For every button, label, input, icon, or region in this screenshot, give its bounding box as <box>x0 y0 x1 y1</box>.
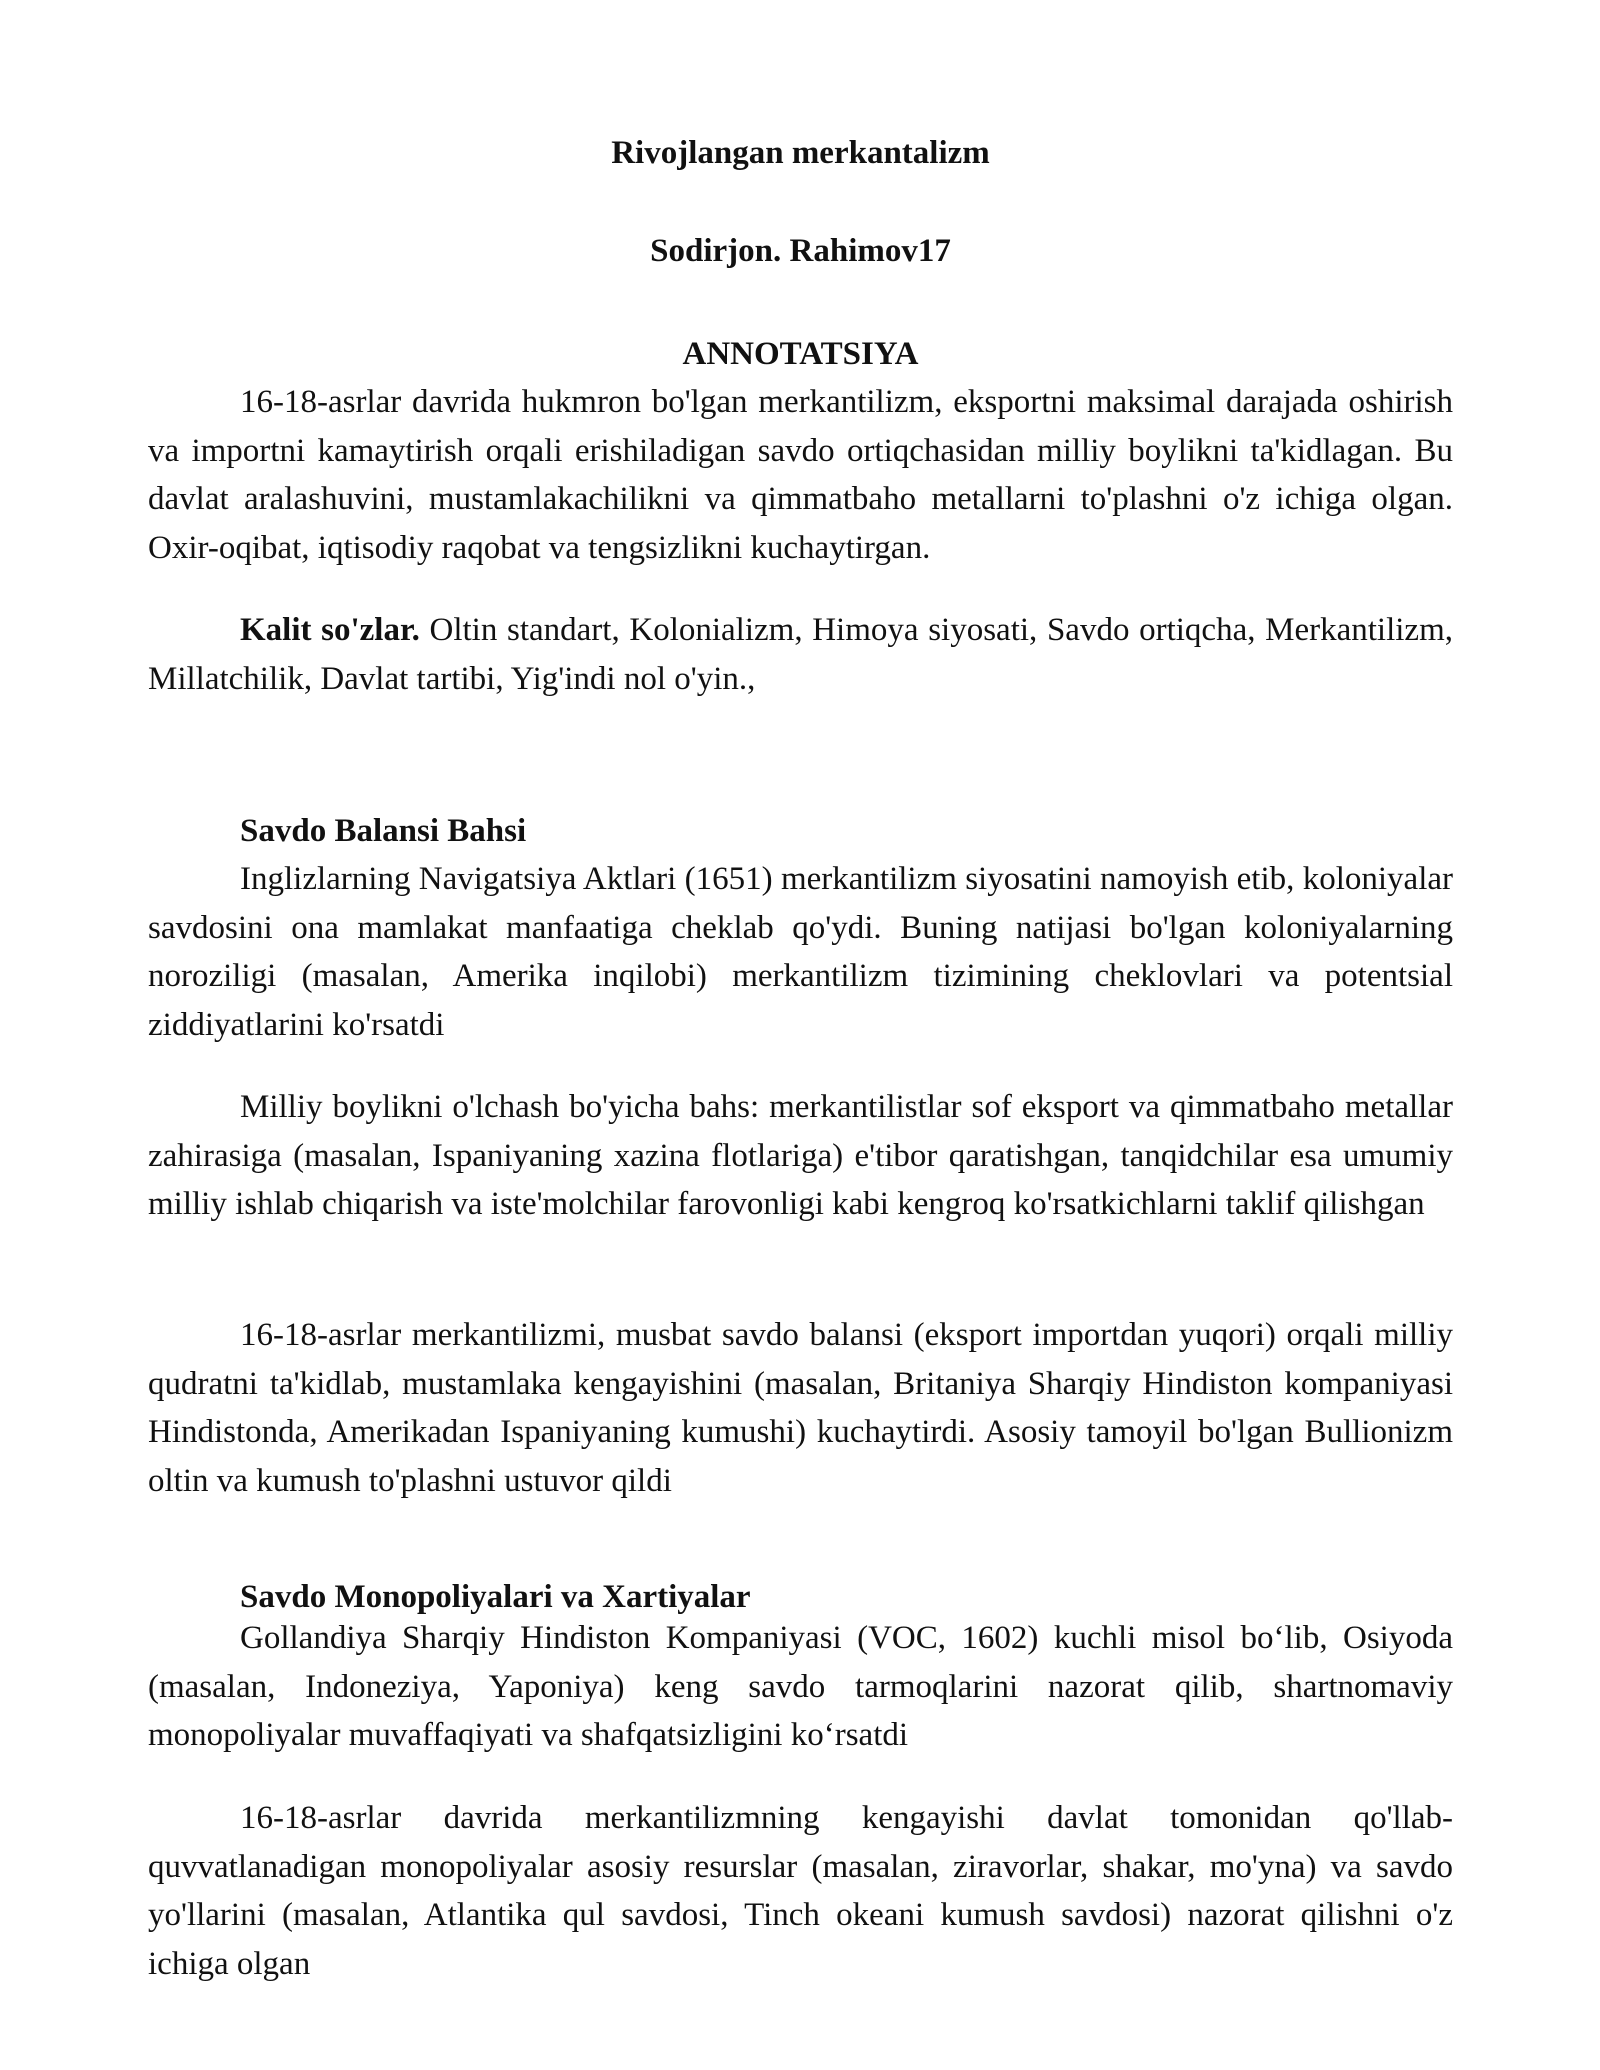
section-heading: Savdo Balansi Bahsi <box>240 813 527 849</box>
author-name: Sodirjon. Rahimov17 <box>650 233 951 269</box>
section-heading: Savdo Monopoliyalari va Xartiyalar <box>240 1579 751 1615</box>
section-paragraph: Inglizlarning Navigatsiya Aktlari (1651) merkantilizm siyosatini namoyish etib, koloniyalar savdosini ona mamlakat manfaatiga cheklab qo'ydi. Buning natijasi bo'lgan koloniyalarning noroziligi (masalan, Amerika inqilobi) merkantilizm tizimining cheklovlari va potentsial ziddiyatlarini ko'rsatdi <box>148 861 1453 1043</box>
section-paragraph: 16-18-asrlar merkantilizmi, musbat savdo balansi (eksport importdan yuqori) orqali milliy qudratni ta'kidlab, mustamlaka kengayishini (masalan, Britaniya Sharqiy Hindiston kompaniyasi Hindistonda, Amerikadan Ispaniyaning kumushi) kuchaytirdi. Asosiy tamoyil bo'lgan Bullionizm oltin va kumush to'plashni ustuvor qildi <box>148 1317 1453 1499</box>
abstract-paragraph: 16-18-asrlar davrida hukmron bo'lgan merkantilizm, eksportni maksimal darajada oshirish va importni kamaytirish orqali erishiladigan savdo ortiqchasidan milliy boylikni ta'kidlagan. Bu davlat aralashuvini, mustamlakachilikni va qimmatbaho metallarni to'plashni o'z ichiga olgan. Oxir-oqibat, iqtisodiy raqobat va tengsizlikni kuchaytirgan. <box>148 384 1453 566</box>
document-title: Rivojlangan merkantalizm <box>611 135 990 171</box>
abstract-heading: ANNOTATSIYA <box>682 336 919 372</box>
keywords-label: Kalit so'zlar. <box>240 612 420 648</box>
keywords-text: Oltin standart, Kolonializm, Himoya siyosati, Savdo ortiqcha, Merkantilizm, Millatchilik, Davlat tartibi, Yig'indi nol o'yin., <box>148 612 1453 697</box>
keywords-paragraph <box>148 606 1453 703</box>
section-paragraph: Gollandiya Sharqiy Hindiston Kompaniyasi (VOC, 1602) kuchli misol bo‘lib, Osiyoda (masalan, Indoneziya, Yaponiya) keng savdo tarmoqlarini nazorat qilib, shartnomaviy monopoliyalar muvaffaqiyati va shafqatsizligini ko‘rsatdi <box>148 1620 1453 1753</box>
section-paragraph: Milliy boylikni o'lchash bo'yicha bahs: merkantilistlar sof eksport va qimmatbaho metallar zahirasiga (masalan, Ispaniyaning xazina flotlariga) e'tibor qaratishgan, tanqidchilar esa umumiy milliy ishlab chiqarish va iste'molchilar farovonligi kabi kengroq ko'rsatkichlarni taklif qilishgan <box>148 1089 1453 1222</box>
section-paragraph: 16-18-asrlar davrida merkantilizmning kengayishi davlat tomonidan qo'llab-quvvatlanadigan monopoliyalar asosiy resurslar (masalan, ziravorlar, shakar, mo'yna) va savdo yo'llarini (masalan, Atlantika qul savdosi, Tinch okeani kumush savdosi) nazorat qilishni o'z ichiga olgan <box>148 1800 1453 1982</box>
